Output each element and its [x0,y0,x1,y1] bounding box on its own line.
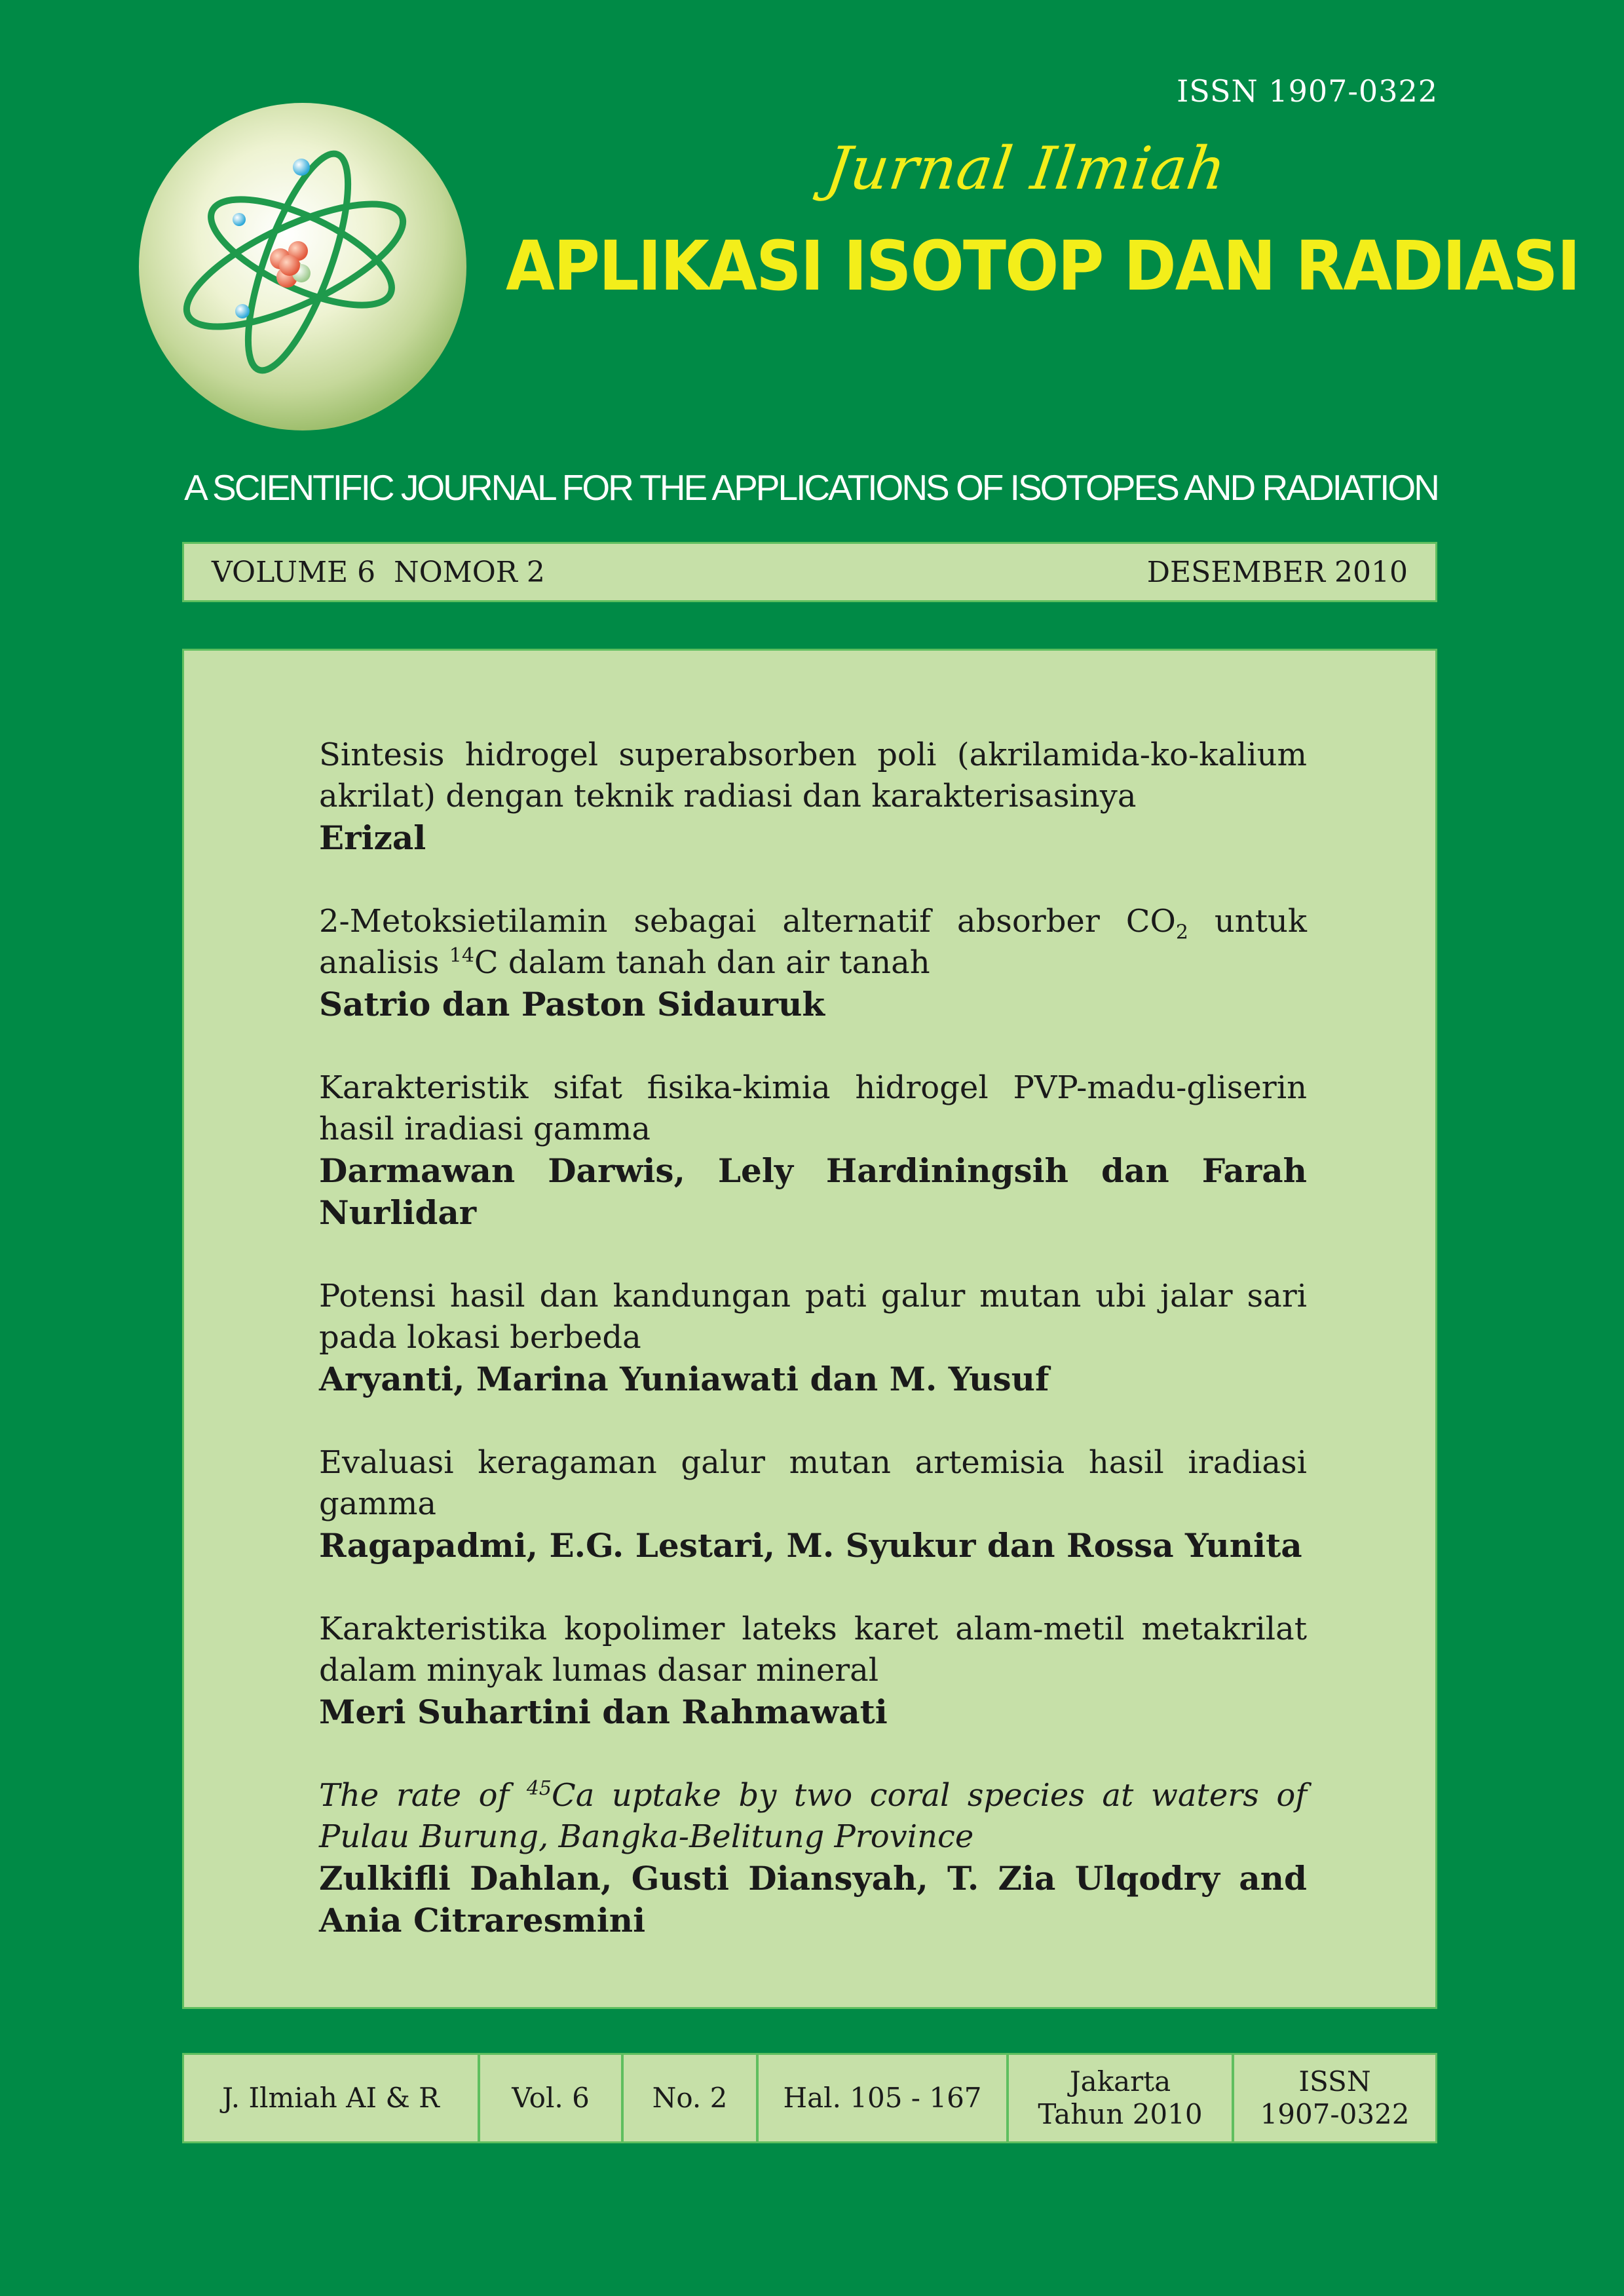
footer-number: No. 2 [624,2055,759,2141]
volume-number: VOLUME 6 NOMOR 2 [212,555,545,589]
article-authors: Zulkifli Dahlan, Gusti Diansyah, T. Zia Ulqodry and Ania Citraresmini [319,1859,1307,1940]
journal-subtitle: A SCIENTIFIC JOURNAL FOR THE APPLICATIONS OF ISOTOPES AND RADIATION [184,467,1438,508]
footer-city: Jakarta [1069,2065,1171,2097]
table-of-contents [182,649,1437,2009]
article-title: Potensi hasil dan kandungan pati galur mutan ubi jalar sari pada lokasi berbeda [319,1278,1307,1356]
article-title: Evaluasi keragaman galur mutan artemisia hasil iradiasi gamma [319,1444,1307,1522]
article-authors: Satrio dan Paston Sidauruk [319,985,825,1024]
list-item [319,1775,1307,1942]
footer-year: Tahun 2010 [1038,2098,1203,2130]
article-list [319,735,1307,1983]
article-title: 2-Metoksietilamin sebagai alternatif absorber $CO_2$ untuk analisis $^{14}$C dalam tanah dan air tanah [319,903,1308,981]
article-title: Sintesis hidrogel superabsorben poli (akrilamida-ko-kalium akrilat) dengan teknik radiasi dan karakterisasinya [319,737,1307,814]
footer-pages: Hal. 105 - 167 [759,2055,1009,2141]
article-authors: Ragapadmi, E.G. Lestari, M. Syukur dan Rossa Yunita [319,1526,1302,1565]
list-item [319,1442,1307,1567]
footer-issn-number: 1907-0322 [1260,2098,1410,2130]
footer-place-year [1009,2055,1234,2141]
issue-date: DESEMBER 2010 [1146,555,1408,589]
article-authors: Meri Suhartini dan Rahmawati [319,1693,888,1731]
list-item [319,1609,1307,1733]
list-item [319,735,1307,859]
article-authors: Aryanti, Marina Yuniawati dan M. Yusuf [319,1360,1049,1398]
volume-bar [182,542,1437,602]
list-item [319,901,1307,1025]
citation-footer [182,2053,1437,2143]
list-item [319,1276,1307,1400]
article-authors: Darmawan Darwis, Lely Hardiningsih dan Farah Nurlidar [319,1151,1307,1232]
issn-top: ISSN 1907-0322 [1177,73,1438,109]
article-title: Karakteristik sifat fisika-kimia hidrogel PVP-madu-gliserin hasil iradiasi gamma [319,1069,1307,1147]
article-title: The rate of $^{45}$Ca uptake by two coral species at waters of Pulau Burung, Bangka-Belitung Province [319,1777,1308,1855]
list-item [319,1067,1307,1234]
footer-issn-label: ISSN [1298,2065,1371,2097]
footer-issn [1234,2055,1435,2141]
journal-abbreviation: J. Ilmiah AI & R [184,2055,480,2141]
footer-volume: Vol. 6 [480,2055,624,2141]
journal-title: APLIKASI ISOTOP DAN RADIASI [506,226,1579,306]
article-authors: Erizal [319,818,426,857]
article-title: Karakteristika kopolimer lateks karet alam-metil metakrilat dalam minyak lumas dasar mineral [319,1611,1307,1689]
journal-kicker: Jurnal Ilmiah [821,134,1231,203]
atom-logo-icon [138,102,468,432]
